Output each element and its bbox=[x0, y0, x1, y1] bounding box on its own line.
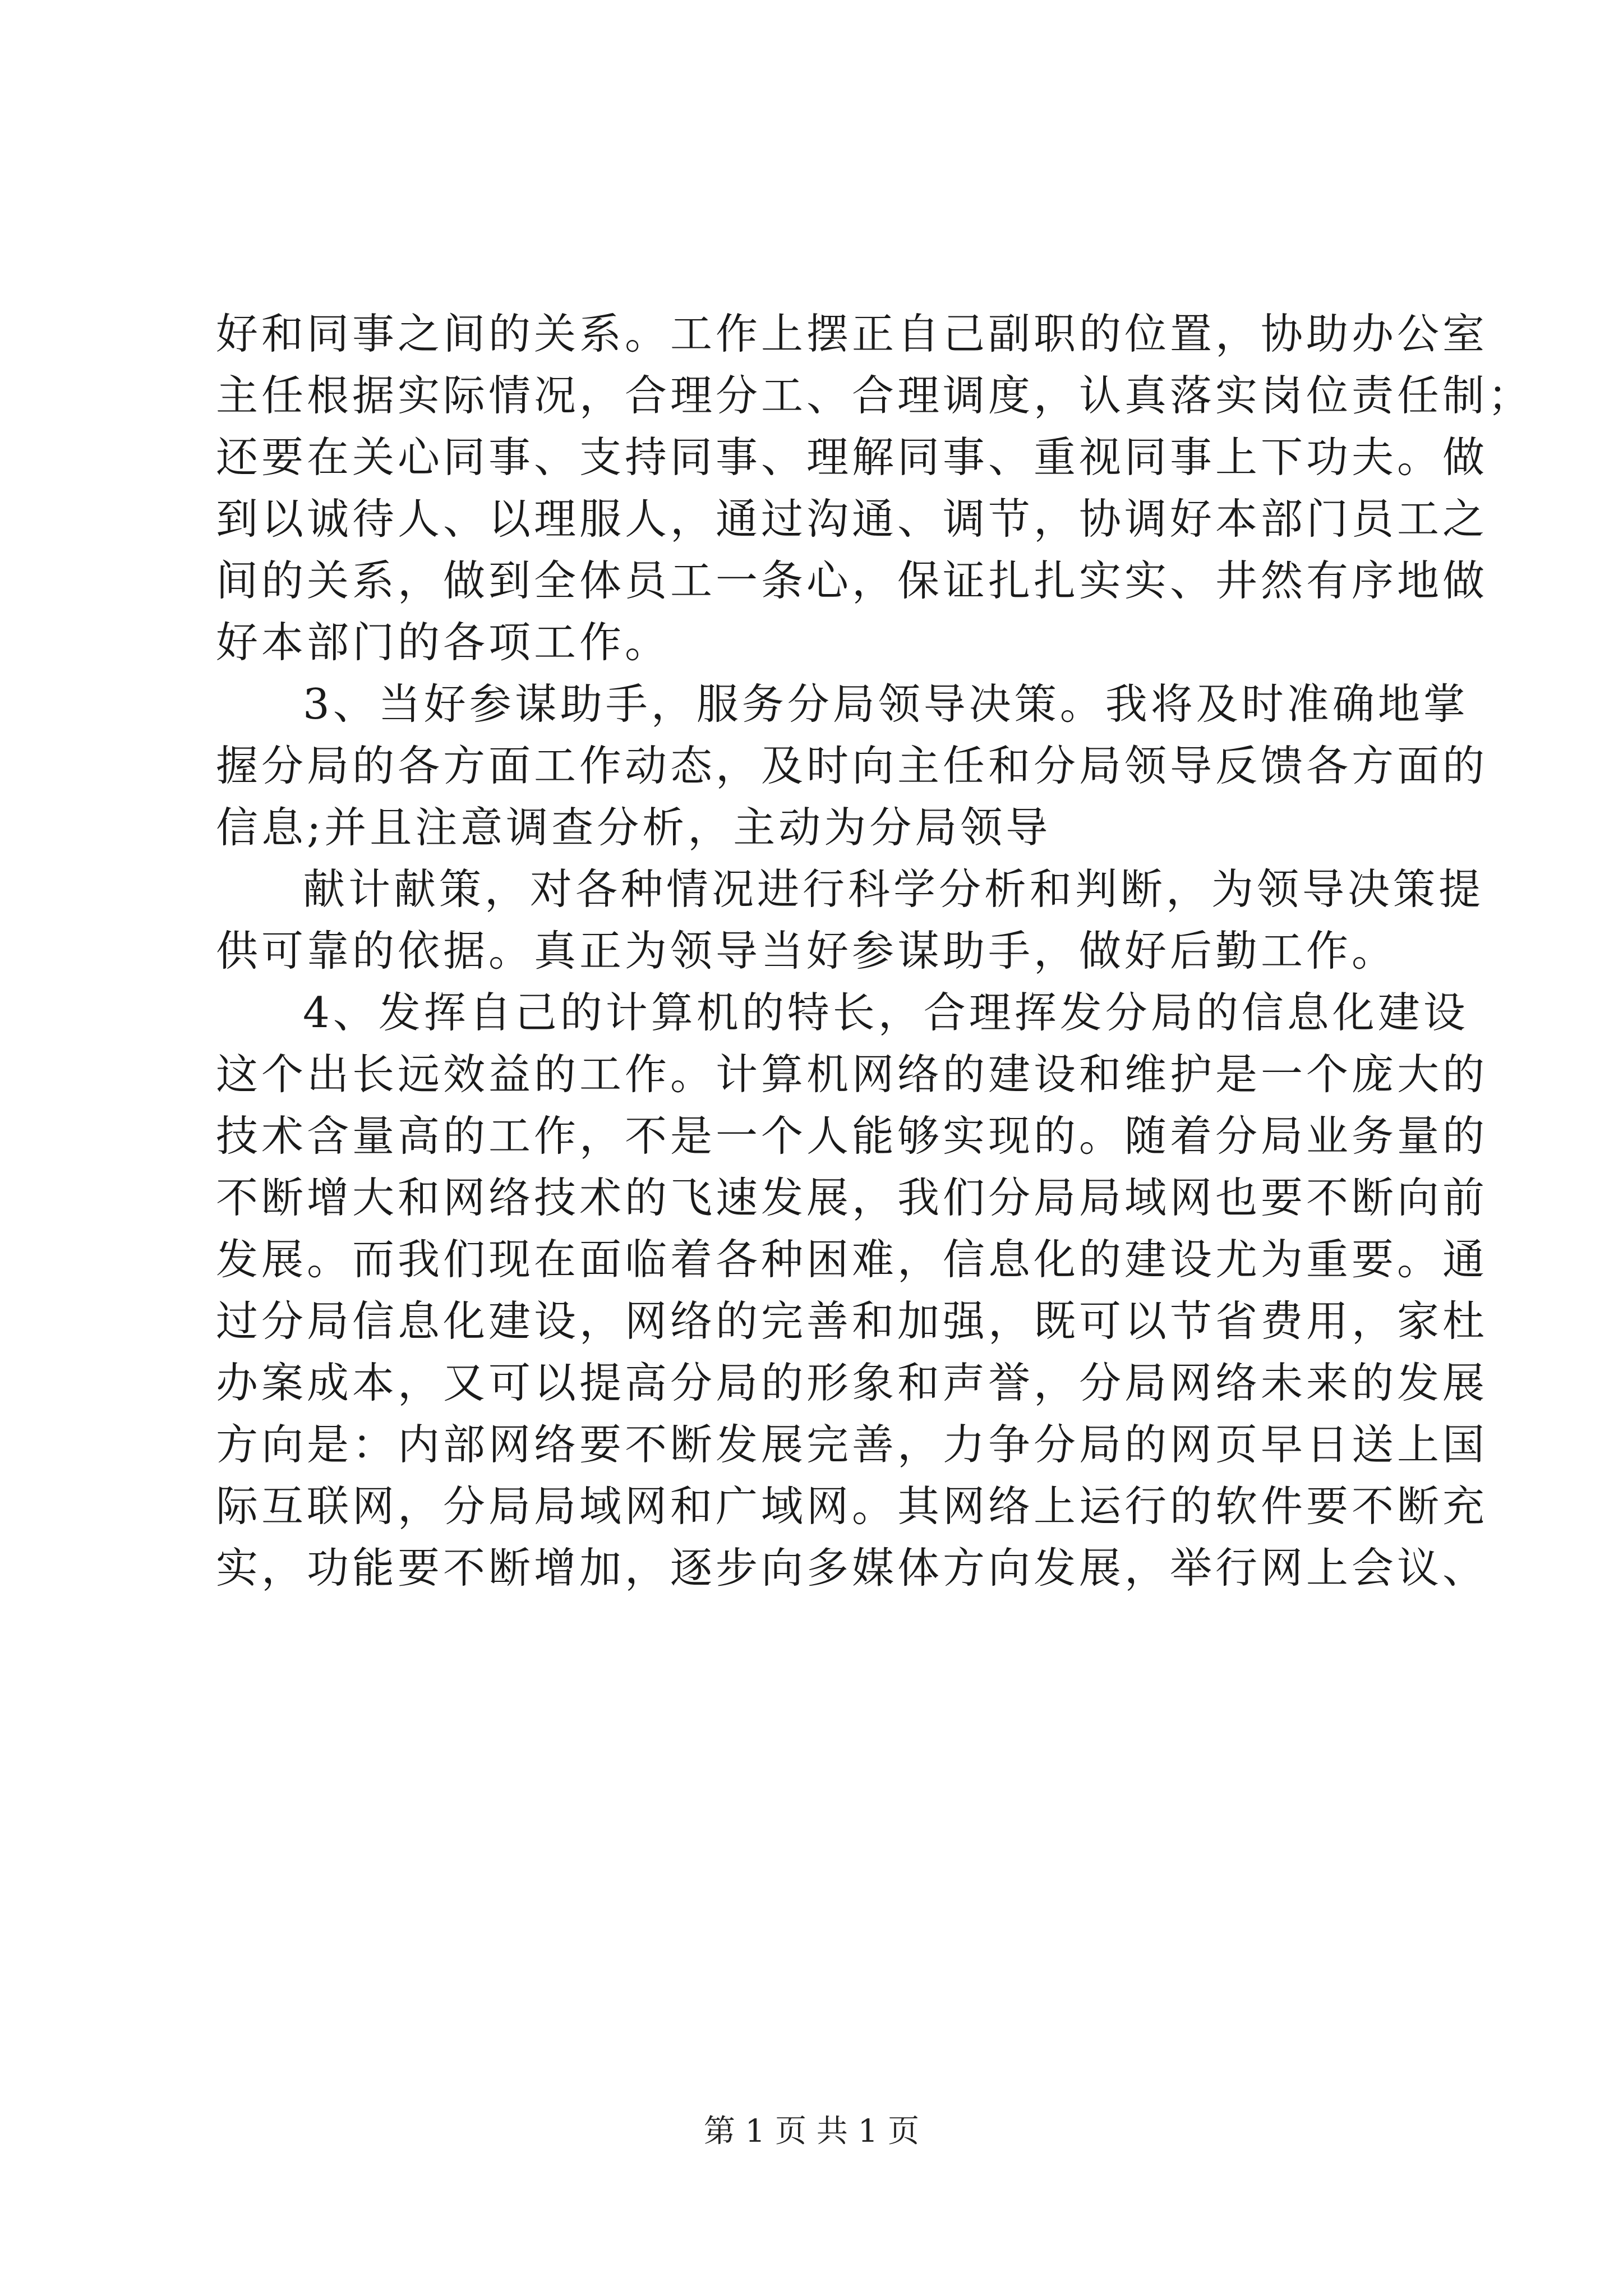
body-line-6: 好本部门的各项工作。 bbox=[216, 618, 671, 667]
body-line-3: 还要在关心同事、支持同事、理解同事、重视同事上下功夫。做 bbox=[216, 432, 1488, 482]
body-line-7: 3、当好参谋助手，服务分局领导决策。我将及时准确地掌 bbox=[303, 679, 1469, 729]
page-footer: 第 1 页 共 1 页 bbox=[703, 2113, 920, 2150]
body-line-8: 握分局的各方面工作动态，及时向主任和分局领导反馈各方面的 bbox=[216, 741, 1488, 790]
body-line-15: 不断增大和网络技术的飞速发展，我们分局局域网也要不断向前 bbox=[216, 1173, 1488, 1222]
body-line-21: 实，功能要不断增加，逐步向多媒体方向发展，举行网上会议、 bbox=[216, 1543, 1488, 1593]
body-line-11: 供可靠的依据。真正为领导当好参谋助手，做好后勤工作。 bbox=[216, 926, 1398, 976]
body-line-13: 这个出长远效益的工作。计算机网络的建设和维护是一个庞大的 bbox=[216, 1050, 1488, 1099]
body-line-10: 献计献策，对各种情况进行科学分析和判断，为领导决策提 bbox=[303, 864, 1484, 914]
body-line-9: 信息;并且注意调查分析，主动为分局领导 bbox=[216, 803, 1052, 852]
body-line-12: 4、发挥自己的计算机的特长，合理挥发分局的信息化建设 bbox=[303, 988, 1469, 1037]
body-line-17: 过分局信息化建设，网络的完善和加强，既可以节省费用，家杜 bbox=[216, 1296, 1488, 1346]
body-line-20: 际互联网，分局局域网和广域网。其网络上运行的软件要不断充 bbox=[216, 1481, 1488, 1531]
body-line-4: 到以诚待人、以理服人，通过沟通、调节，协调好本部门员工之 bbox=[216, 494, 1488, 544]
body-line-1: 好和同事之间的关系。工作上摆正自己副职的位置，协助办公室 bbox=[216, 309, 1488, 358]
body-line-5: 间的关系，做到全体员工一条心，保证扎扎实实、井然有序地做 bbox=[216, 556, 1488, 605]
body-line-19: 方向是：内部网络要不断发展完善，力争分局的网页早日送上国 bbox=[216, 1420, 1488, 1469]
body-line-14: 技术含量高的工作，不是一个人能够实现的。随着分局业务量的 bbox=[216, 1111, 1488, 1161]
body-line-18: 办案成本，又可以提高分局的形象和声誉，分局网络未来的发展 bbox=[216, 1358, 1488, 1407]
body-line-2: 主任根据实际情况，合理分工、合理调度，认真落实岗位责任制； bbox=[216, 371, 1534, 420]
body-line-16: 发展。而我们现在面临着各种困难，信息化的建设尤为重要。通 bbox=[216, 1235, 1488, 1284]
